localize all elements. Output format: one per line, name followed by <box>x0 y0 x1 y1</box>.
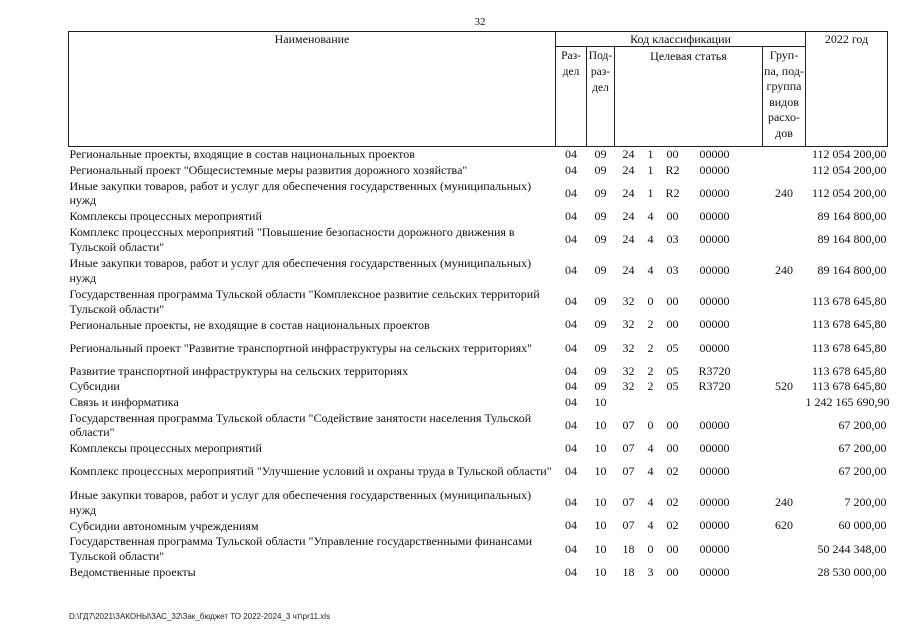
row-target-article <box>615 162 763 177</box>
row-section: 04 <box>565 541 577 556</box>
target-structure: 03 <box>666 263 679 278</box>
target-program: 18 <box>622 541 635 556</box>
file-path-footer: D:\ГД7\2021\ЗАКОНЫ\ЗАС_32\Зак_бюджет ТО 2022-2024_3 чт\pr11.xls <box>69 612 331 621</box>
row-amount-2022: 89 164 800,00 <box>817 263 887 278</box>
target-direction: 00000 <box>699 440 730 455</box>
row-section: 04 <box>565 294 577 309</box>
row-target-article <box>615 379 763 394</box>
target-type: 1 <box>647 147 654 162</box>
row-subsection: 10 <box>594 541 607 556</box>
row-section: 04 <box>565 564 577 579</box>
target-type: 4 <box>647 208 654 223</box>
row-target-article <box>615 209 763 224</box>
target-structure: 00 <box>666 317 679 332</box>
row-subsection: 10 <box>594 495 607 510</box>
row-name: Комплексы процессных мероприятий <box>69 209 262 224</box>
row-target-article <box>615 565 763 580</box>
target-structure: 05 <box>666 340 679 355</box>
table-row <box>69 441 888 456</box>
target-direction: 00000 <box>699 317 730 332</box>
row-subsection: 09 <box>594 185 607 200</box>
row-expense-group <box>763 394 806 409</box>
row-name: Региональные проекты, не входящие в состав национальных проектов <box>69 317 430 332</box>
row-target-article <box>615 534 763 565</box>
row-name: Региональный проект "Общесистемные меры развития дорожного хозяйства" <box>69 162 468 177</box>
row-target-article <box>615 410 763 441</box>
target-program: 18 <box>622 564 635 579</box>
table-header <box>69 32 888 147</box>
target-program: 07 <box>622 464 635 479</box>
target-structure: 00 <box>666 294 679 309</box>
row-target-article <box>615 518 763 533</box>
row-expense-group <box>763 410 806 441</box>
row-target-article <box>615 286 763 317</box>
target-type: 1 <box>647 185 654 200</box>
target-direction: 00000 <box>699 263 730 278</box>
table-row <box>69 379 888 394</box>
target-structure: 00 <box>666 564 679 579</box>
target-program: 32 <box>622 363 635 378</box>
row-amount-2022: 1 242 165 690,90 <box>805 394 890 409</box>
target-program: 07 <box>622 518 635 533</box>
target-structure: 02 <box>666 518 679 533</box>
row-name: Комплекс процессных мероприятий "Повышение безопасности дорожного движения в Тульской области" <box>69 225 515 254</box>
row-section: 04 <box>565 317 577 332</box>
target-direction: 00000 <box>699 417 730 432</box>
target-direction: 00000 <box>699 162 730 177</box>
row-expense-group: 520 <box>775 379 793 394</box>
target-direction: R3720 <box>698 363 731 378</box>
row-amount-2022: 113 678 645,80 <box>811 294 887 309</box>
row-expense-group <box>763 162 806 177</box>
row-name: Комплексы процессных мероприятий <box>69 441 262 456</box>
target-program: 24 <box>622 232 635 247</box>
target-program: 07 <box>622 495 635 510</box>
row-expense-group <box>763 224 806 255</box>
target-direction: 00000 <box>699 185 730 200</box>
target-type: 0 <box>647 541 654 556</box>
row-section: 04 <box>565 208 577 223</box>
row-amount-2022: 67 200,00 <box>838 464 887 479</box>
target-direction: 00000 <box>699 541 730 556</box>
row-amount-2022: 113 678 645,80 <box>811 317 887 332</box>
row-amount-2022: 89 164 800,00 <box>817 232 887 247</box>
row-name: Субсидии <box>69 379 120 394</box>
row-subsection: 10 <box>594 564 607 579</box>
row-amount-2022: 67 200,00 <box>838 417 887 432</box>
row-amount-2022: 112 054 200,00 <box>811 185 887 200</box>
row-target-article <box>615 224 763 255</box>
row-subsection: 09 <box>594 317 607 332</box>
row-amount-2022: 7 200,00 <box>844 495 887 510</box>
row-target-article <box>615 394 763 409</box>
table-row <box>69 147 888 163</box>
row-section: 04 <box>565 363 577 378</box>
target-type: 4 <box>647 263 654 278</box>
target-type: 2 <box>647 317 654 332</box>
target-structure: 05 <box>666 379 679 394</box>
row-target-article <box>615 487 763 518</box>
target-type: 0 <box>647 417 654 432</box>
target-type: 4 <box>647 495 654 510</box>
row-section: 04 <box>565 263 577 278</box>
target-structure: 00 <box>666 147 679 162</box>
row-section: 04 <box>565 464 577 479</box>
target-structure: 00 <box>666 541 679 556</box>
table-row <box>69 456 888 487</box>
target-structure: R2 <box>665 162 680 177</box>
row-section: 04 <box>565 417 577 432</box>
target-structure: 05 <box>666 363 679 378</box>
target-direction: 00000 <box>699 294 730 309</box>
row-amount-2022: 113 678 645,80 <box>811 340 887 355</box>
row-expense-group: 240 <box>775 185 793 200</box>
row-target-article <box>615 317 763 332</box>
target-direction: 00000 <box>699 464 730 479</box>
row-expense-group <box>763 209 806 224</box>
table-row <box>69 518 888 533</box>
table-row <box>69 565 888 580</box>
target-program: 32 <box>622 294 635 309</box>
row-name: Региональный проект "Развитие транспортной инфраструктуры на сельских территориях" <box>69 340 533 355</box>
table-row <box>69 317 888 332</box>
row-target-article <box>615 255 763 286</box>
row-subsection: 10 <box>594 440 607 455</box>
target-type: 2 <box>647 340 654 355</box>
target-program: 07 <box>622 440 635 455</box>
expense-group-header: Груп- па, под- группа видов расхо- дов <box>763 47 806 147</box>
table-row <box>69 487 888 518</box>
row-name: Субсидии автономным учреждениям <box>69 518 259 533</box>
target-type: 4 <box>647 232 654 247</box>
target-article-header: Целевая статья <box>615 47 763 147</box>
target-direction: 00000 <box>699 147 730 162</box>
target-program: 24 <box>622 208 635 223</box>
row-subsection: 09 <box>594 263 607 278</box>
row-subsection: 09 <box>594 294 607 309</box>
row-subsection: 09 <box>594 363 607 378</box>
classification-header: Код классификации <box>556 32 806 47</box>
target-structure: 02 <box>666 464 679 479</box>
row-amount-2022: 113 678 645,80 <box>811 379 887 394</box>
row-section: 04 <box>565 379 577 394</box>
row-name: Региональные проекты, входящие в состав национальных проектов <box>69 147 415 162</box>
row-amount-2022: 112 054 200,00 <box>811 162 887 177</box>
row-subsection: 10 <box>594 394 607 409</box>
target-program: 32 <box>622 379 635 394</box>
row-section: 04 <box>565 162 577 177</box>
table-row <box>69 333 888 364</box>
target-program: 24 <box>622 147 635 162</box>
table-row <box>69 178 888 209</box>
row-subsection: 09 <box>594 162 607 177</box>
table-row <box>69 394 888 409</box>
row-amount-2022: 89 164 800,00 <box>817 208 887 223</box>
table-row <box>69 209 888 224</box>
row-amount-2022: 113 678 645,80 <box>811 363 887 378</box>
target-direction: 00000 <box>699 208 730 223</box>
target-program: 24 <box>622 162 635 177</box>
row-subsection: 09 <box>594 208 607 223</box>
row-expense-group <box>763 147 806 163</box>
target-type: 3 <box>647 564 654 579</box>
target-program: 24 <box>622 185 635 200</box>
row-expense-group <box>763 565 806 580</box>
target-direction: 00000 <box>699 340 730 355</box>
row-expense-group <box>763 441 806 456</box>
row-amount-2022: 112 054 200,00 <box>811 147 887 162</box>
row-target-article <box>615 147 763 163</box>
table-row <box>69 224 888 255</box>
target-structure: R2 <box>665 185 680 200</box>
row-target-article <box>615 333 763 364</box>
target-type: 2 <box>647 379 654 394</box>
row-target-article <box>615 441 763 456</box>
row-name: Иные закупки товаров, работ и услуг для обеспечения государственных (муниципальных) нужд <box>69 488 532 517</box>
target-program: 24 <box>622 263 635 278</box>
target-type: 2 <box>647 363 654 378</box>
target-type: 4 <box>647 464 654 479</box>
row-name: Иные закупки товаров, работ и услуг для обеспечения государственных (муниципальных) нужд <box>69 178 532 208</box>
subsection-header: Под- раз- дел <box>587 47 615 147</box>
table-row <box>69 534 888 565</box>
row-amount-2022: 28 530 000,00 <box>817 564 887 579</box>
row-subsection: 09 <box>594 232 607 247</box>
budget-table <box>68 31 888 580</box>
row-name: Ведомственные проекты <box>69 564 196 579</box>
row-amount-2022: 67 200,00 <box>838 440 887 455</box>
table-row <box>69 364 888 379</box>
row-section: 04 <box>565 147 577 162</box>
row-expense-group: 620 <box>775 518 793 533</box>
target-program: 07 <box>622 417 635 432</box>
target-direction: 00000 <box>699 564 730 579</box>
row-expense-group: 240 <box>775 263 793 278</box>
row-target-article <box>615 178 763 209</box>
row-expense-group <box>763 534 806 565</box>
row-subsection: 09 <box>594 340 607 355</box>
row-section: 04 <box>565 495 577 510</box>
row-expense-group <box>763 456 806 487</box>
target-type: 4 <box>647 518 654 533</box>
target-type: 4 <box>647 440 654 455</box>
row-name: Связь и информатика <box>69 394 179 409</box>
row-subsection: 09 <box>594 147 607 162</box>
target-program: 32 <box>622 317 635 332</box>
row-target-article <box>615 456 763 487</box>
row-subsection: 10 <box>594 464 607 479</box>
name-column-header: Наименование <box>69 32 556 147</box>
target-direction: 00000 <box>699 495 730 510</box>
row-expense-group <box>763 333 806 364</box>
row-section: 04 <box>565 518 577 533</box>
row-name: Комплекс процессных мероприятий "Улучшение условий и охраны труда в Тульской области" <box>69 464 552 479</box>
target-structure: 00 <box>666 417 679 432</box>
target-structure: 02 <box>666 495 679 510</box>
year-column-header: 2022 год <box>806 32 888 147</box>
target-type: 1 <box>647 162 654 177</box>
target-direction: 00000 <box>699 518 730 533</box>
row-name: Иные закупки товаров, работ и услуг для обеспечения государственных (муниципальных) нужд <box>69 256 532 285</box>
row-subsection: 10 <box>594 518 607 533</box>
row-name: Государственная программа Тульской области "Содействие занятости населения Тульской области" <box>69 410 532 440</box>
table-row <box>69 410 888 441</box>
row-subsection: 10 <box>594 417 607 432</box>
table-row <box>69 286 888 317</box>
table-row <box>69 162 888 177</box>
section-header: Раз- дел <box>556 47 587 147</box>
target-type: 0 <box>647 294 654 309</box>
row-name: Государственная программа Тульской области "Управление государственными финансами Тульской области" <box>69 534 532 564</box>
row-expense-group <box>763 364 806 379</box>
row-expense-group <box>763 317 806 332</box>
target-direction: R3720 <box>698 379 731 394</box>
row-section: 04 <box>565 440 577 455</box>
target-program: 32 <box>622 340 635 355</box>
row-expense-group <box>763 286 806 317</box>
row-section: 04 <box>565 232 577 247</box>
target-structure: 00 <box>666 208 679 223</box>
page-number: 32 <box>474 16 486 28</box>
target-structure: 00 <box>666 440 679 455</box>
row-section: 04 <box>565 340 577 355</box>
row-section: 04 <box>565 394 577 409</box>
row-expense-group: 240 <box>775 495 793 510</box>
table-row <box>69 255 888 286</box>
row-amount-2022: 60 000,00 <box>838 518 887 533</box>
row-name: Развитие транспортной инфраструктуры на сельских территориях <box>69 363 409 378</box>
row-section: 04 <box>565 185 577 200</box>
target-direction: 00000 <box>699 232 730 247</box>
row-name: Государственная программа Тульской области "Комплексное развитие сельских территорий Тульской области" <box>69 287 540 316</box>
row-amount-2022: 50 244 348,00 <box>817 541 887 556</box>
row-subsection: 09 <box>594 379 607 394</box>
row-target-article <box>615 364 763 379</box>
table-body <box>69 147 888 580</box>
target-structure: 03 <box>666 232 679 247</box>
